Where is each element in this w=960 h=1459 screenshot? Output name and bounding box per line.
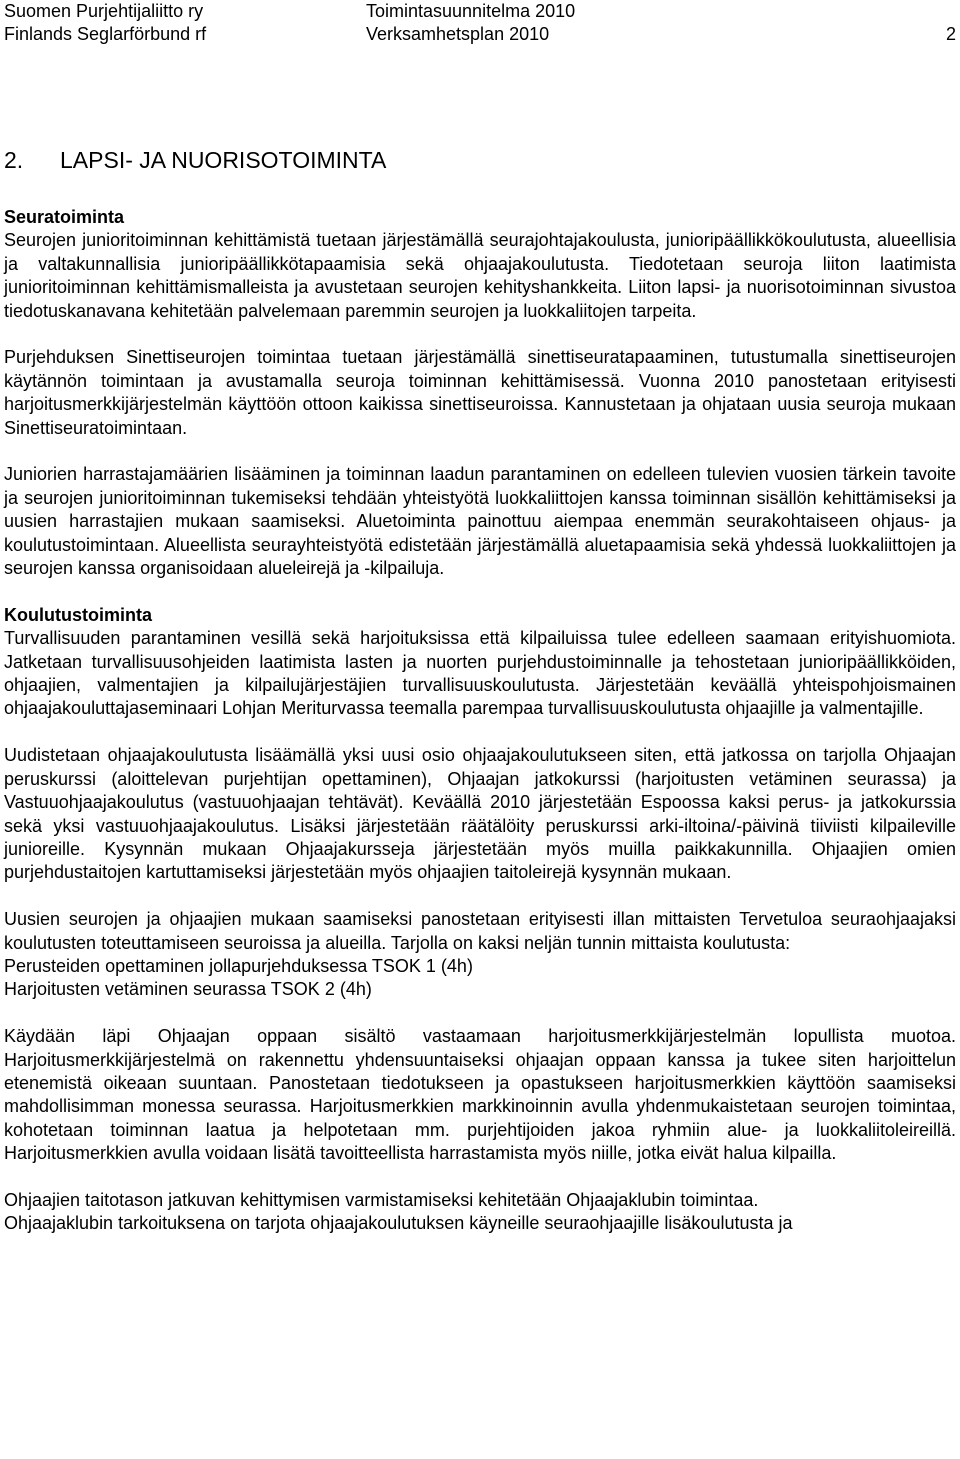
subheading-koulutustoiminta: Koulutustoiminta bbox=[4, 604, 152, 625]
paragraph: Uudistetaan ohjaajakoulutusta lisäämällä yksi uusi osio ohjaajakoulutukseen siten, että jatkossa on tarjolla Ohjaajan peruskurssi (aloittelevan purjehtijan opettaminen), Ohjaajan jatkokurssi (harjoitusten vetäminen seurassa) ja Vastuuohjaajakoulutus (vastuuohjaajan tehtävät). Keväällä 2010 järjestetään Espoossa kaksi perus- ja jatkokurssia sekä yksi vastuuohjaajakoulutus. Lisäksi järjestetään räätälöity peruskurssi arki-iltoina/-päivinä tiiviisti kilpaileville junioreille. Kysynnän mukaan Ohjaajakursseja järjestetään myös muilla paikkakunnilla. Ohjaajien omien purjehdustaitojen kartuttamiseksi järjestetään myös ohjaajien taitoleirejä kysynnän mukaan. bbox=[4, 745, 956, 883]
paragraph-line: Ohjaajien taitotason jatkuvan kehittymisen varmistamiseksi kehitetään Ohjaajaklubin toimintaa. bbox=[4, 1189, 759, 1210]
course-item: Harjoitusten vetäminen seurassa TSOK 2 (4h) bbox=[4, 979, 372, 1000]
organization-name-finnish: Suomen Purjehtijaliitto ry bbox=[4, 1, 204, 21]
organization-name-swedish: Finlands Seglarförbund rf bbox=[4, 24, 207, 44]
paragraph: Käydään läpi Ohjaajan oppaan sisältö vastaamaan harjoitusmerkkijärjestelmän lopullista muotoa. Harjoitusmerkkijärjestelmä on rakennettu yhdensuuntaiseksi ohjaajan oppaan kanssa ja tukee siten harjoittelun etenemistä oikeaan suuntaan. Panostetaan tiedotukseen ja opastukseen harjoitusmerkkien käyttöön saamiseksi mahdollisimman monessa seurassa. Harjoitusmerkkien markkinoinnin avulla yhdenmukaistetaan seurojen toimintaa, kohotetaan toiminnan laatua ja helpotetaan mm. purjehtijoiden jakoa ryhmiin alue- ja luokkaliitoleireillä. Harjoitusmerkkien avulla voidaan lisätä tavoitteellista harrastamista myös niille, jotka eivät halua kilpailla. bbox=[4, 1026, 956, 1164]
plan-title-swedish: Verksamhetsplan 2010 bbox=[366, 24, 550, 44]
header-row-finnish bbox=[4, 0, 956, 23]
paragraph-line: Ohjaajaklubin tarkoituksena on tarjota ohjaajakoulutuksen käyneille seuraohjaajille lisäkoulutusta ja bbox=[4, 1213, 793, 1234]
paragraph: Seurojen junioritoiminnan kehittämistä tuetaan järjestämällä seurajohtajakoulusta, junioripäällikkökoulutusta, alueellisia ja valtakunnallisia junioripäällikkötapaamisia sekä ohjaajakoulutusta. Tiedotetaan seuroja liiton laatimista junioritoiminnan kehittämismalleista ja avustetaan seurojen kehityshankkeita. Liiton lapsi- ja nuorisotoiminnan sivustoa tiedotuskanavana kehitetään palvelemaan paremmin seurojen ja luokkaliitojen tarpeita. bbox=[4, 230, 956, 321]
paragraph: Turvallisuuden parantaminen vesillä sekä harjoituksissa että kilpailuissa tulee edelleen saamaan erityishuomiota. Jatketaan turvallisuusohjeiden laatimista lasten ja nuorten purjehdustoiminnalle ja tehostetaan junioripäällikköiden, ohjaajien, valmentajien ja kilpailujärjestäjien turvallisuuskoulutusta. Järjestetään keväällä yhteispohjoismainen ohjaajakouluttajaseminaari Lohjan Meriturvassa teemalla parempaa turvallisuuskoulutusta ohjaajille ja valmentajille. bbox=[4, 628, 956, 719]
document-body bbox=[4, 146, 956, 1236]
course-item: Perusteiden opettaminen jollapurjehduksessa TSOK 1 (4h) bbox=[4, 955, 473, 976]
section-title-text: LAPSI- JA NUORISOTOIMINTA bbox=[60, 147, 387, 173]
course-block bbox=[4, 908, 956, 1002]
page-header bbox=[4, 0, 956, 46]
subheading-seuratoiminta: Seuratoiminta bbox=[4, 207, 125, 227]
paragraph bbox=[4, 1189, 956, 1236]
paragraph: Uusien seurojen ja ohjaajien mukaan saamiseksi panostetaan erityisesti illan mittaisten Tervetuloa seuraohjaajaksi koulutusten toteuttamiseen seuroissa ja alueilla. Tarjolla on kaksi neljän tunnin mittaista koulutusta: bbox=[4, 909, 956, 953]
section-number: 2. bbox=[4, 147, 24, 173]
plan-title-finnish: Toimintasuunnitelma 2010 bbox=[366, 1, 576, 21]
header-row-swedish bbox=[4, 23, 956, 46]
page-number: 2 bbox=[945, 24, 956, 44]
paragraph: Juniorien harrastajamäärien lisääminen ja toiminnan laadun parantaminen on edelleen tulevien vuosien tärkein tavoite ja seurojen junioritoiminnan tukemiseksi tehdään yhteistyötä luokkaliittojen kanssa toiminnan sisällön kehittämiseksi ja uusien harrastajien mukaan saamiseksi. Aluetoiminta painottuu aiempaa enemmän seurakohtaiseen ohjaus- ja koulutustoimintaan. Alueellista seurayhteistyötä edistetään järjestämällä aluetapaamisia sekä yhdessä luokkaliittojen ja seurojen kanssa organisoidaan alueleirejä ja -kilpailuja. bbox=[4, 464, 956, 579]
paragraph: Purjehduksen Sinettiseurojen toimintaa tuetaan järjestämällä sinettiseuratapaaminen, tutustumalla sinettiseurojen käytännön toimintaan ja avustamalla seuroja toiminnan kehittämisessä. Vuonna 2010 panostetaan erityisesti harjoitusmerkkijärjestelmän käyttöön ottoon kaikissa sinettiseuroissa. Kannustetaan ja ohjataan uusia seuroja mukaan Sinettiseuratoimintaan. bbox=[4, 347, 956, 438]
section-title bbox=[4, 146, 956, 174]
